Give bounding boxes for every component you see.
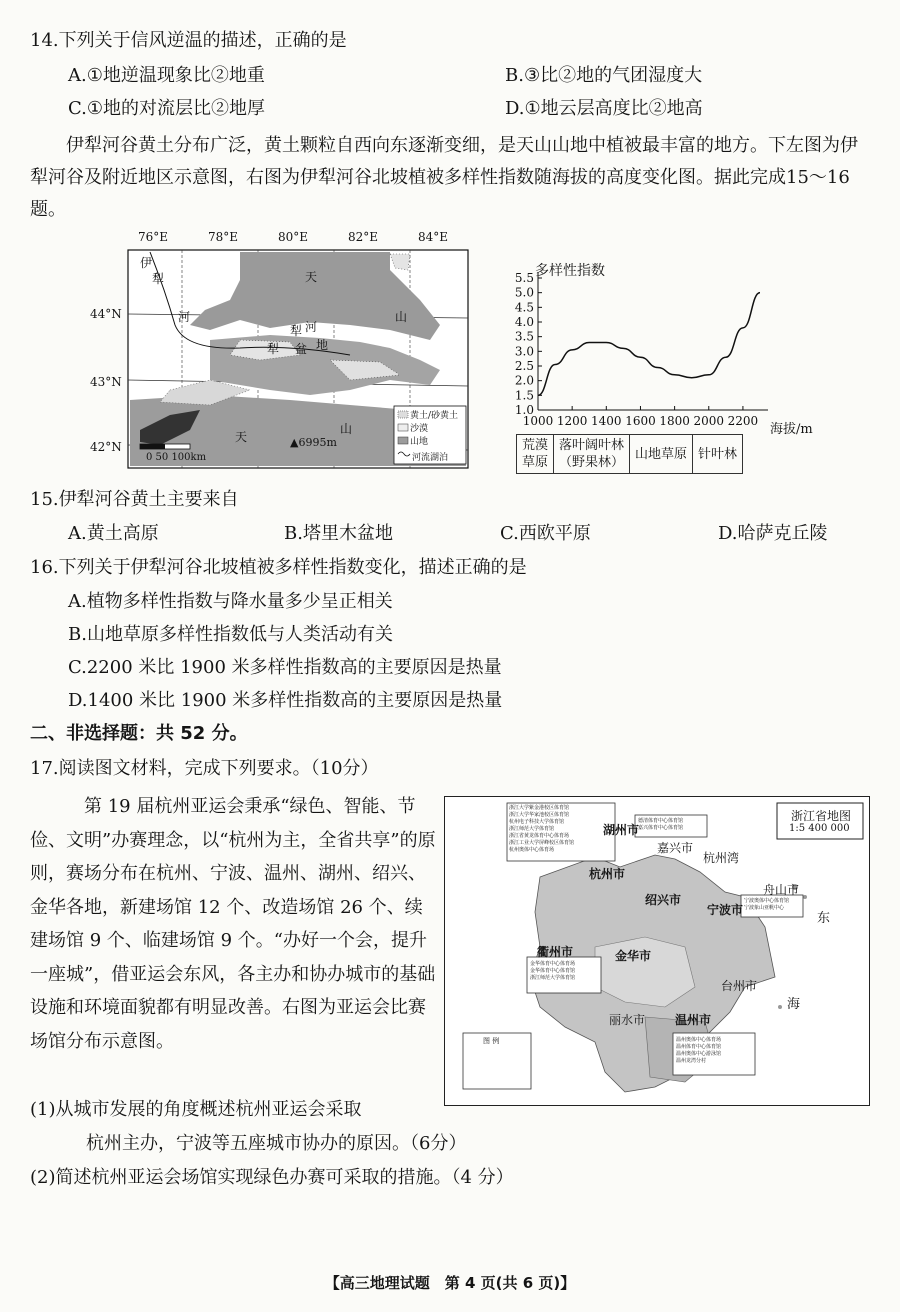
veg-broadleaf-forest: 落叶阔叶林 （野果林）: [554, 435, 630, 474]
q17-stem: 17.阅读图文材料，完成下列要求。（10分）: [30, 758, 379, 779]
q14-stem: 14.下列关于信风逆温的描述，正确的是: [30, 30, 347, 51]
city-wenzhou: 温州市: [675, 1013, 712, 1027]
venue-hz-6: 浙江工业大学屏峰校区体育馆: [509, 840, 575, 846]
venue-wz-1: 温州奥体中心体育场: [676, 1037, 722, 1043]
label-pen: 盆: [295, 342, 308, 356]
legend-desert: 沙漠: [410, 424, 429, 434]
label-shan-1: 山: [395, 310, 408, 324]
q15-option-c: C.西欧平原: [500, 523, 591, 544]
venue-wz-4: 温州龙湾分村: [676, 1058, 707, 1064]
city-lishui: 丽水市: [609, 1013, 646, 1027]
venue-box-jinhua: [530, 961, 575, 982]
page-footer: 【高三地理试题 第 4 页(共 6 页)】: [324, 1274, 576, 1292]
label-hangzhou-bay: 杭州湾: [703, 851, 740, 865]
lon-84: 84°E: [418, 230, 449, 244]
venue-nb-2: 宁波象山亚帆中心: [744, 905, 785, 911]
venue-box-wenzhou: [676, 1037, 721, 1065]
zj-legend-title: 图 例: [483, 1037, 500, 1045]
venue-hz-7: 杭州奥体中心体育场: [509, 847, 555, 853]
sea-label-sea: 海: [787, 997, 801, 1012]
venue-nb-1: 宁波奥体中心体育馆: [744, 898, 790, 904]
lat-43: 43°N: [90, 375, 122, 389]
label-di: 地: [316, 338, 329, 352]
lon-76: 76°E: [138, 230, 169, 244]
city-jinhua: 金华市: [615, 949, 652, 963]
y-tick-label: 3.0: [514, 344, 534, 359]
label-he-2: 河: [305, 320, 318, 334]
q16-option-b: B.山地草原多样性指数低与人类活动有关: [68, 624, 393, 645]
label-li-2: 犁: [290, 324, 303, 338]
peak-label: ▲6995m: [290, 436, 337, 449]
city-zhoushan: 舟山市: [763, 883, 800, 897]
legend-mountain: 山地: [410, 437, 429, 447]
veg-coniferous-forest: 针叶林: [693, 435, 743, 474]
venue-jh-3: 浙江师范大学体育馆: [530, 975, 576, 981]
venue-jx-1: 德清体育中心体育馆: [638, 818, 684, 824]
city-taizhou: 台州市: [721, 979, 758, 993]
x-tick-label: 1000: [522, 414, 554, 428]
venue-box-hangzhou: [509, 805, 574, 854]
q16-option-a: A.植物多样性指数与降水量多少呈正相关: [68, 591, 393, 612]
q14-option-d: D.①地云层高度比②地高: [505, 98, 703, 119]
x-tick-label: 1800: [659, 414, 690, 428]
q15-option-a: A.黄土高原: [68, 523, 159, 544]
venue-hz-3: 杭州电子科技大学体育馆: [509, 819, 565, 825]
chart-ylabel: 多样性指数: [535, 263, 605, 279]
lat-44: 44°N: [90, 307, 122, 321]
diversity-chart: [500, 258, 820, 480]
veg-mountain-steppe: 山地草原: [630, 435, 693, 474]
venue-wz-2: 温州体育中心体育馆: [676, 1044, 722, 1050]
label-yi: 伊: [140, 256, 153, 270]
q16-stem: 16.下列关于伊犁河谷北坡植被多样性指数变化，描述正确的是: [30, 557, 527, 578]
venue-hz-1: 浙江大学紫金港校区体育馆: [509, 805, 570, 811]
venue-hz-4: 浙江师范大学体育馆: [509, 826, 555, 832]
y-tick-label: 4.5: [514, 300, 534, 315]
venue-jx-2: 嘉兴体育中心体育馆: [638, 825, 684, 831]
q14-option-b: B.③比②地的气团湿度大: [505, 65, 703, 86]
y-tick-label: 2.0: [514, 373, 534, 388]
y-tick-label: 3.5: [514, 329, 534, 344]
lon-80: 80°E: [278, 230, 309, 244]
venue-wz-3: 温州奥体中心游泳馆: [676, 1051, 722, 1057]
label-shan-2: 山: [340, 422, 353, 436]
q17-material: 第 19 届杭州亚运会秉承“绿色、智能、节俭、文明”办赛理念，以“杭州为主，全省共享”的原则，赛场分布在杭州、宁波、温州、湖州、绍兴、金华各地，新建场馆 12 个、改造场馆 26 个、续建场馆 9 个、临建场馆 9 个。“办好一个会，提升一座城”，借亚运会东风，各主办和协办城市的基础设施和环境面貌都有明显改善。右图为亚运会比赛场馆分布示意图。: [30, 796, 436, 1052]
label-tian-1: 天: [305, 270, 318, 284]
city-quzhou: 衢州市: [537, 945, 574, 959]
venue-jh-1: 金华体育中心体育场: [530, 961, 576, 967]
q15-option-d: D.哈萨克丘陵: [718, 523, 828, 544]
intro-paragraph: 伊犁河谷黄土分布广泛，黄土颗粒自西向东逐渐变细，是天山山地中植被最丰富的地方。下左图为伊犁河谷及附近地区示意图，右图为伊犁河谷北坡植被多样性指数随海拔的高度变化图。据此完成15～16题。: [30, 135, 858, 220]
city-huzhou: 湖州市: [603, 823, 640, 837]
zj-map-scale: 1:5 400 000: [789, 823, 850, 834]
zhejiang-venue-map: [444, 796, 870, 1106]
chart-xlabel: 海拔/m: [770, 422, 813, 437]
venue-hz-5: 浙江省黄龙体育中心体育场: [509, 833, 570, 839]
x-tick-label: 1400: [591, 414, 622, 428]
q14-option-c: C.①地的对流层比②地厚: [68, 98, 265, 119]
venue-box-jiaxing: [638, 818, 683, 832]
lon-78: 78°E: [208, 230, 239, 244]
q15-option-b: B.塔里木盆地: [284, 523, 393, 544]
q17-sub1-line1: (1)从城市发展的角度概述杭州亚运会采取: [30, 1099, 362, 1120]
y-tick-label: 1.5: [514, 388, 534, 403]
legend-loess: 黄土/砂黄土: [410, 411, 459, 421]
city-shaoxing: 绍兴市: [645, 893, 682, 907]
zj-map-title: 浙江省地图: [791, 809, 852, 823]
label-li-3: 犁: [267, 342, 280, 356]
venue-box-ningbo: [744, 898, 789, 912]
q16-option-c: C.2200 米比 1900 米多样性指数高的主要原因是热量: [68, 657, 502, 678]
y-tick-label: 2.5: [514, 359, 534, 373]
q17-sub2: (2)简述杭州亚运会场馆实现绿色办赛可采取的措施。（4 分）: [30, 1167, 514, 1188]
veg-desert-steppe: 荒漠 草原: [517, 435, 554, 474]
y-tick-label: 5.5: [514, 271, 534, 285]
x-tick-label: 1200: [556, 414, 588, 428]
x-tick-label: 2000: [693, 414, 725, 428]
y-tick-label: 4.0: [514, 315, 534, 329]
city-ningbo: 宁波市: [707, 903, 744, 917]
q16-option-d: D.1400 米比 1900 米多样性指数高的主要原因是热量: [68, 690, 503, 711]
city-hangzhou: 杭州市: [589, 867, 626, 881]
lon-82: 82°E: [348, 230, 379, 244]
q15-stem: 15.伊犁河谷黄土主要来自: [30, 489, 239, 510]
section-2-heading: 二、非选择题：共 52 分。: [30, 723, 248, 744]
label-tian-2: 天: [235, 430, 248, 444]
venue-hz-2: 浙江大学华家池校区体育馆: [509, 812, 570, 818]
label-li: 犁: [152, 272, 165, 286]
label-he: 河: [178, 310, 191, 324]
y-tick-label: 5.0: [514, 285, 534, 300]
sea-label-east: 东: [817, 911, 831, 926]
diversity-series-line: [538, 293, 760, 396]
q17-sub1-line2: 杭州主办，宁波等五座城市协办的原因。（6分）: [86, 1133, 467, 1154]
city-jiaxing: 嘉兴市: [657, 841, 694, 855]
scale-label: 0 50 100km: [146, 452, 207, 463]
x-tick-label: 1600: [625, 414, 656, 428]
yili-map: [90, 230, 480, 475]
q14-option-a: A.①地逆温现象比②地重: [68, 65, 265, 86]
y-tick-label: 1.0: [514, 403, 534, 417]
lat-42: 42°N: [90, 440, 122, 454]
legend-river-lake: 河流湖泊: [412, 453, 449, 463]
x-tick-label: 2200: [727, 414, 759, 428]
venue-jh-2: 金华体育中心体育馆: [530, 968, 576, 974]
diversity-chart-svg: [500, 258, 820, 428]
vegetation-table: [516, 434, 743, 474]
